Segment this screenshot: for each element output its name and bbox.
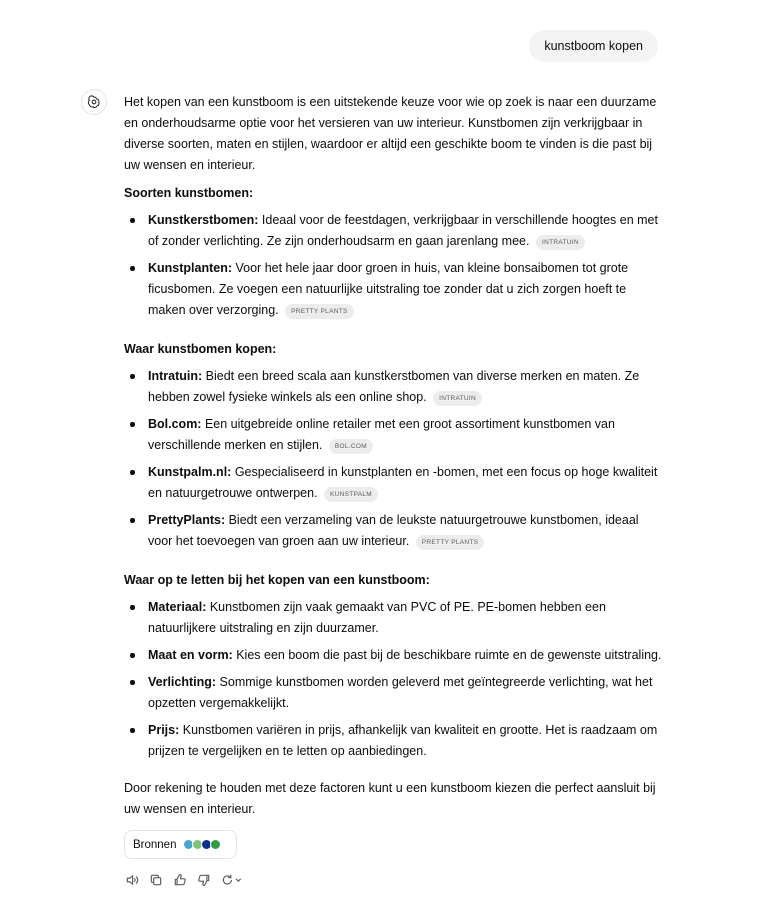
item-term: Kunstkerstbomen:	[148, 213, 259, 227]
thumbs-down-icon[interactable]	[196, 872, 212, 888]
citation-chip[interactable]: INTRATUIN	[536, 235, 585, 250]
item-term: Materiaal:	[148, 600, 207, 614]
list-item	[124, 366, 662, 408]
list-item	[124, 210, 662, 252]
item-term: Kunstpalm.nl:	[148, 465, 232, 479]
source-favicons	[183, 839, 219, 850]
item-text: Kunstbomen variëren in prijs, afhankelijk van kwaliteit en grootte. Het is raadzaam om prijzen te vergelijken en te letten op aanbiedingen.	[148, 723, 658, 758]
section-title: Waar op te letten bij het kopen van een kunstboom:	[124, 573, 430, 587]
sources-button[interactable]	[124, 830, 237, 859]
list-item	[124, 645, 662, 666]
assistant-answer	[124, 92, 662, 820]
list-item	[124, 414, 662, 456]
item-text: Ideaal voor de feestdagen, verkrijgbaar in verschillende hoogtes en met of zonder verlichting. Ze zijn onderhoudsarm en gaan jarenlang mee.	[148, 213, 658, 248]
sources-label: Bronnen	[133, 838, 177, 851]
list-item	[124, 672, 662, 714]
citation-chip[interactable]: PRETTY PLANTS	[416, 535, 485, 550]
answer-conclusion: Door rekening te houden met deze factoren kunt u een kunstboom kiezen die perfect aansluit bij uw wensen en interieur.	[124, 781, 656, 816]
section-list	[124, 366, 662, 552]
item-term: PrettyPlants:	[148, 513, 226, 527]
answer-intro: Het kopen van een kunstboom is een uitstekende keuze voor wie op zoek is naar een duurzame en onderhoudsarme optie voor het versieren van uw interieur. Kunstbomen zijn verkrijgbaar in diverse soorten, maten en stijlen, waardoor er altijd een geschikte boom te vinden is die past bij uw wensen en interieur.	[124, 95, 657, 172]
citation-chip[interactable]: PRETTY PLANTS	[285, 304, 354, 319]
section-list	[124, 210, 662, 321]
section-title: Waar kunstbomen kopen:	[124, 342, 277, 356]
copy-icon[interactable]	[148, 872, 164, 888]
section-title: Soorten kunstbomen:	[124, 186, 254, 200]
section-list	[124, 597, 662, 762]
openai-logo-icon	[87, 95, 101, 109]
message-actions	[124, 872, 244, 888]
citation-chip[interactable]: INTRATUIN	[433, 391, 482, 406]
list-item	[124, 258, 662, 321]
thumbs-up-icon[interactable]	[172, 872, 188, 888]
list-item	[124, 510, 662, 552]
item-text: Voor het hele jaar door groen in huis, van kleine bonsaibomen tot grote ficusbomen. Ze voegen een natuurlijke uitstraling toe zonder dat u zich zorgen hoeft te maken over verzorging.	[148, 261, 629, 317]
regenerate-icon[interactable]	[220, 872, 244, 888]
list-item	[124, 462, 662, 504]
item-term: Intratuin:	[148, 369, 203, 383]
item-term: Kunstplanten:	[148, 261, 233, 275]
item-term: Bol.com:	[148, 417, 202, 431]
item-text: Een uitgebreide online retailer met een groot assortiment kunstbomen van verschillende merken en stijlen.	[148, 417, 615, 452]
list-item	[124, 597, 662, 639]
item-term: Verlichting:	[148, 675, 217, 689]
item-text: Biedt een breed scala aan kunstkerstbomen van diverse merken en maten. Ze hebben zowel fysieke winkels als een online shop.	[148, 369, 640, 404]
item-text: Kies een boom die past bij de beschikbare ruimte en de gewenste uitstraling.	[232, 648, 662, 662]
item-text: Biedt een verzameling van de leukste natuurgetrouwe kunstbomen, ideaal voor het toevoegen van groen aan uw interieur.	[148, 513, 639, 548]
read-aloud-icon[interactable]	[124, 872, 140, 888]
assistant-avatar	[81, 89, 107, 115]
item-term: Prijs:	[148, 723, 180, 737]
list-item	[124, 720, 662, 762]
item-text: Kunstbomen zijn vaak gemaakt van PVC of PE. PE-bomen hebben een natuurlijkere uitstraling en zijn duurzamer.	[148, 600, 606, 635]
item-term: Maat en vorm:	[148, 648, 233, 662]
kunstpalm-favicon	[210, 839, 221, 850]
citation-chip[interactable]: KUNSTPALM	[324, 487, 378, 502]
answer-sections	[124, 183, 662, 762]
item-text: Gespecialiseerd in kunstplanten en -bomen, met een focus op hoge kwaliteit en natuurgetrouwe ontwerpen.	[148, 465, 658, 500]
item-text: Sommige kunstbomen worden geleverd met geïntegreerde verlichting, wat het opzetten vergemakkelijkt.	[148, 675, 653, 710]
user-message-text: kunstboom kopen	[544, 39, 643, 53]
citation-chip[interactable]: BOL.COM	[329, 439, 373, 454]
user-message-bubble	[529, 30, 658, 62]
